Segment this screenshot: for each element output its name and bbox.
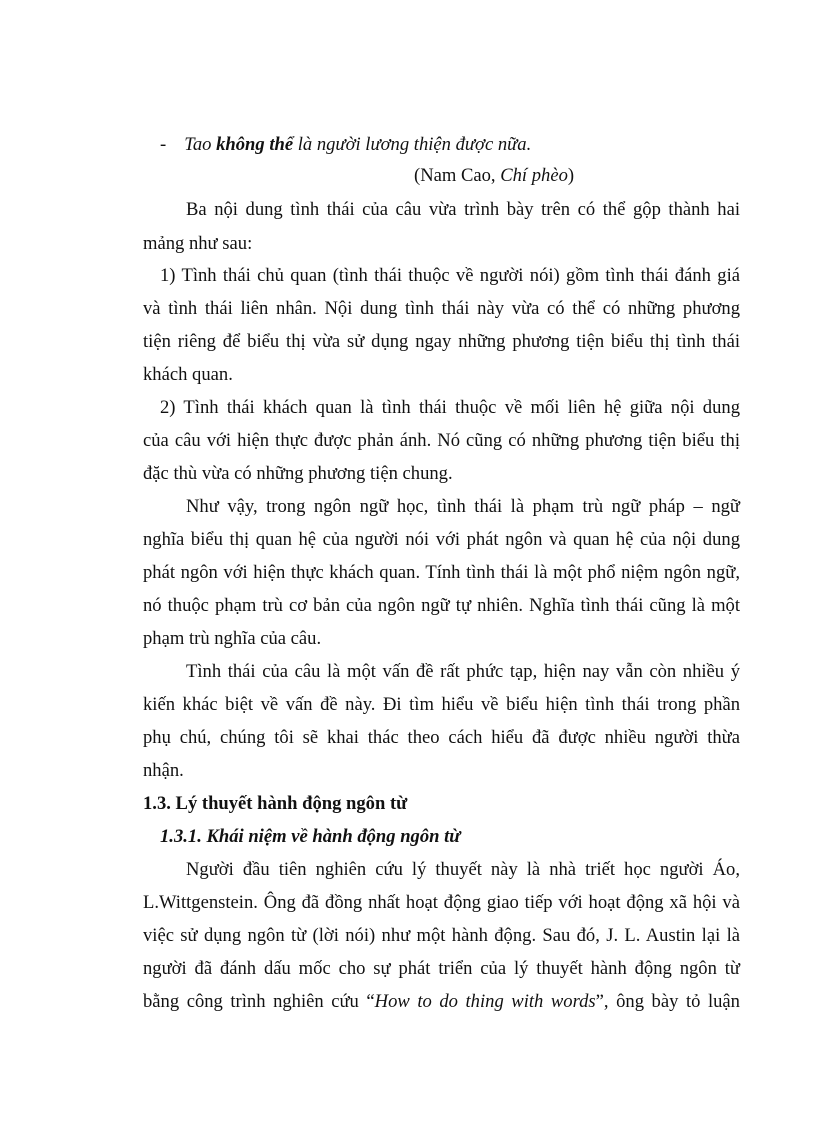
quote-dash: - [160,134,167,155]
para2-line3: phát ngôn với hiện thực khách quan. Tính tình thái là một phổ niệm ngôn ngữ, [143,562,740,583]
item1-line2: và tình thái liên nhân. Nội dung tình thái này vừa có thể có những phương [143,298,740,319]
para1-line1: Ba nội dung tình thái của câu vừa trình bày trên có thể gộp thành hai [186,199,740,220]
quote-text-end: là người lương thiện được nữa. [293,134,532,155]
para2-line2: nghĩa biểu thị quan hệ của người nói với phát ngôn và quan hệ của nội dung [143,529,740,550]
para4-line5-end: ”, ông bày tỏ luận [595,991,740,1012]
quote-source [414,165,574,187]
para2-line1: Như vậy, trong ngôn ngữ học, tình thái là phạm trù ngữ pháp – ngữ [186,496,740,517]
heading-1-3-1: 1.3.1. Khái niệm về hành động ngôn từ [160,826,461,847]
item2-line2: của câu với hiện thực được phản ánh. Nó cũng có những phương tiện biểu thị [143,430,740,451]
quote-source-author: (Nam Cao, [414,165,501,186]
book-title: How to do thing with words [374,991,596,1012]
item1-line3: tiện riêng để biểu thị vừa sử dụng ngay những phương tiện biểu thị tình thái [143,331,740,352]
para4-line1: Người đầu tiên nghiên cứu lý thuyết này là nhà triết học người Áo, [186,859,740,880]
para4-line4: người đã đánh dấu mốc cho sự phát triển của lý thuyết hành động ngôn từ [143,958,740,979]
quote-text-start: Tao [184,134,217,155]
para3-line4: nhận. [143,760,184,781]
para1-line2: mảng như sau: [143,233,253,254]
para3-line3: phụ chú, chúng tôi sẽ khai thác theo cách hiểu đã được nhiều người thừa [143,727,740,748]
para2-line4: nó thuộc phạm trù cơ bản của ngôn ngữ tự nhiên. Nghĩa tình thái cũng là một [143,595,740,616]
quote-emphasis: không thể [216,134,294,155]
item2-line1: 2) Tình thái khách quan là tình thái thuộc về mối liên hệ giữa nội dung [160,397,740,418]
quote-line [160,134,531,156]
para3-line2: kiến khác biệt về vấn đề này. Đi tìm hiểu về biểu hiện tình thái trong phần [143,694,740,715]
item2-line3: đặc thù vừa có những phương tiện chung. [143,463,453,484]
para4-line3: việc sử dụng ngôn từ (lời nói) như một hành động. Sau đó, J. L. Austin lại là [143,925,740,946]
item1-line4: khách quan. [143,364,233,385]
para4-line2: L.Wittgenstein. Ông đã đồng nhất hoạt động giao tiếp với hoạt động xã hội và [143,892,740,913]
para4-line5 [143,991,740,1013]
quote-source-title: Chí phèo [500,165,568,186]
para2-line5: phạm trù nghĩa của câu. [143,628,322,649]
heading-1-3: 1.3. Lý thuyết hành động ngôn từ [143,793,408,814]
item1-line1: 1) Tình thái chủ quan (tình thái thuộc về người nói) gồm tình thái đánh giá [160,265,740,286]
para4-line5-start: bằng công trình nghiên cứu “ [143,991,375,1012]
quote-source-close: ) [567,165,575,186]
para3-line1: Tình thái của câu là một vấn đề rất phức tạp, hiện nay vẫn còn nhiều ý [186,661,740,682]
